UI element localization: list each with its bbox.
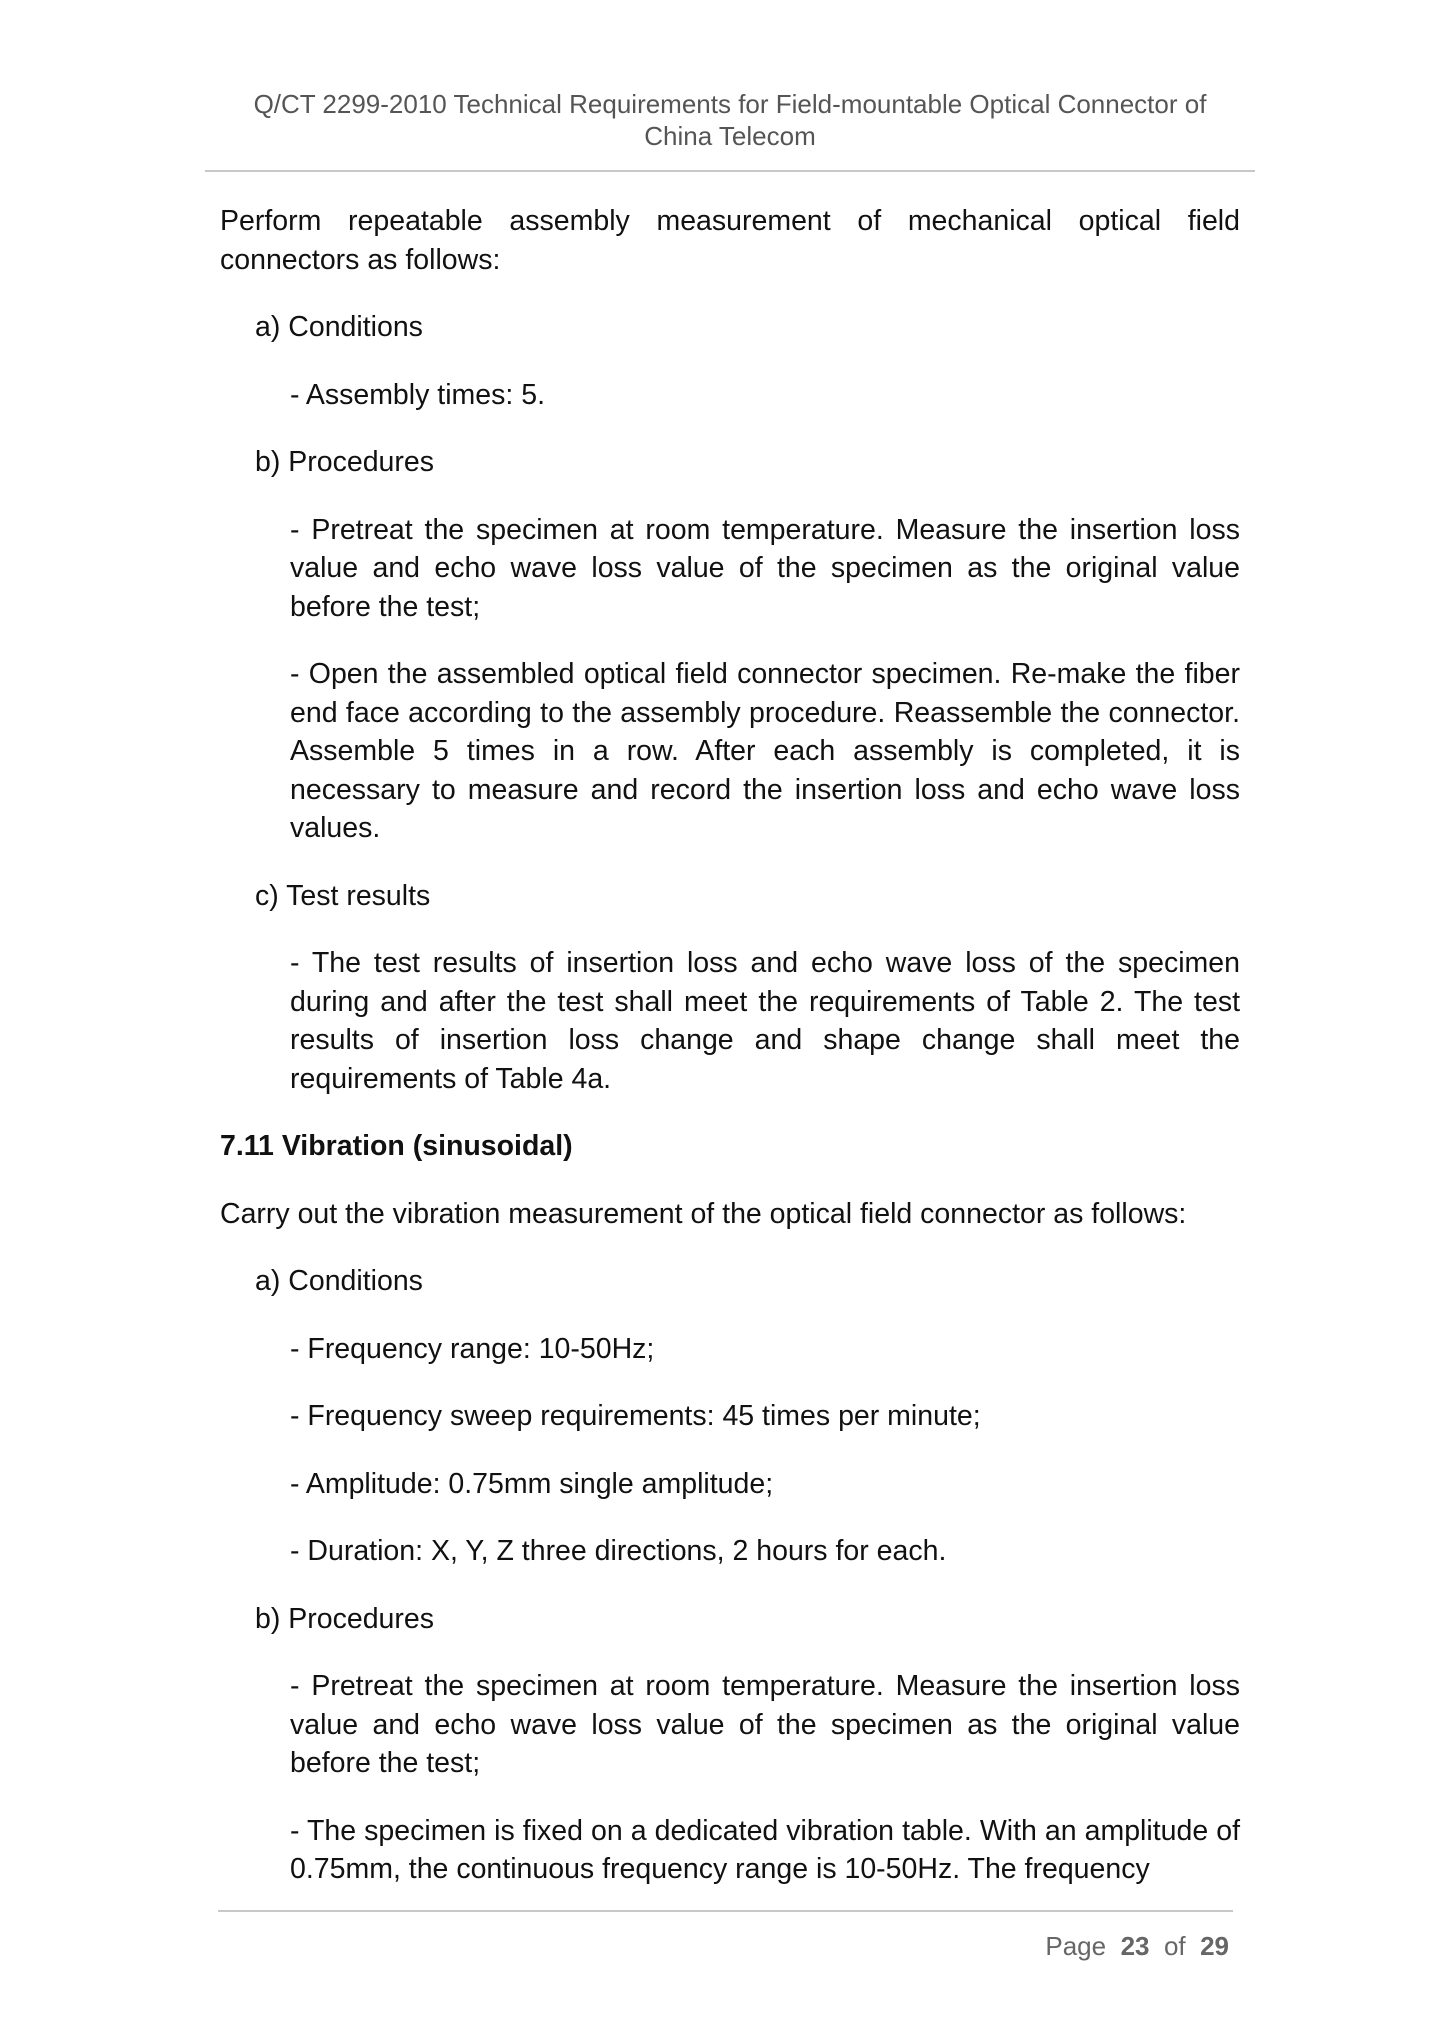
assembly-procedure-item: - Open the assembled optical field connector specimen. Re-make the fiber end face according to the assembly procedure. Reassemble the connector. Assemble 5 times in a row. After each assembly is completed, it is necessary to measure and record the insertion loss and echo wave loss values. <box>290 658 1240 844</box>
assembly-results-title: c) Test results <box>255 879 431 912</box>
assembly-condition-item: - Assembly times: 5. <box>290 378 545 411</box>
vibration-condition-item: - Amplitude: 0.75mm single amplitude; <box>290 1467 774 1500</box>
intro-paragraph: Perform repeatable assembly measurement of mechanical optical field connectors as follows: <box>220 205 1240 276</box>
document-body <box>220 202 1240 1918</box>
assembly-procedure-item: - Pretreat the specimen at room temperature. Measure the insertion loss value and echo wave loss value of the specimen as the original value before the test; <box>290 513 1240 623</box>
section-heading: 7.11 Vibration (sinusoidal) <box>220 1130 573 1162</box>
vibration-condition-item: - Duration: X, Y, Z three directions, 2 hours for each. <box>290 1535 947 1567</box>
page-label: Page <box>1045 1931 1107 1961</box>
footer-divider <box>218 1910 1233 1912</box>
assembly-conditions-title: a) Conditions <box>255 311 423 343</box>
page-header <box>205 88 1255 152</box>
header-title-line2: China Telecom <box>644 121 816 151</box>
page-footer <box>1045 1930 1229 1962</box>
vibration-condition-item: - Frequency range: 10-50Hz; <box>290 1332 655 1365</box>
current-page-number: 23 <box>1120 1931 1150 1961</box>
vibration-procedures-title: b) Procedures <box>255 1602 435 1635</box>
assembly-procedures-title: b) Procedures <box>255 446 435 478</box>
vibration-procedure-item: - Pretreat the specimen at room temperature. Measure the insertion loss value and echo wave loss value of the specimen as the original value before the test; <box>290 1670 1240 1779</box>
vibration-condition-item: - Frequency sweep requirements: 45 times per minute; <box>290 1400 981 1432</box>
vibration-intro: Carry out the vibration measurement of the optical field connector as follows: <box>220 1197 1187 1230</box>
of-label: of <box>1163 1931 1186 1961</box>
total-pages-number: 29 <box>1200 1931 1229 1961</box>
vibration-procedure-item: - The specimen is fixed on a dedicated vibration table. With an amplitude of 0.75mm, the continuous frequency range is 10-50Hz. The frequency <box>290 1814 1240 1885</box>
header-title-line1: Q/CT 2299-2010 Technical Requirements for Field-mountable Optical Connector of <box>253 89 1207 119</box>
header-divider <box>205 170 1255 172</box>
vibration-conditions-title: a) Conditions <box>255 1265 423 1297</box>
assembly-result-item: - The test results of insertion loss and echo wave loss of the specimen during and after the test shall meet the requirements of Table 2. The test results of insertion loss change and shape change shall meet the requirements of Table 4a. <box>290 947 1240 1095</box>
